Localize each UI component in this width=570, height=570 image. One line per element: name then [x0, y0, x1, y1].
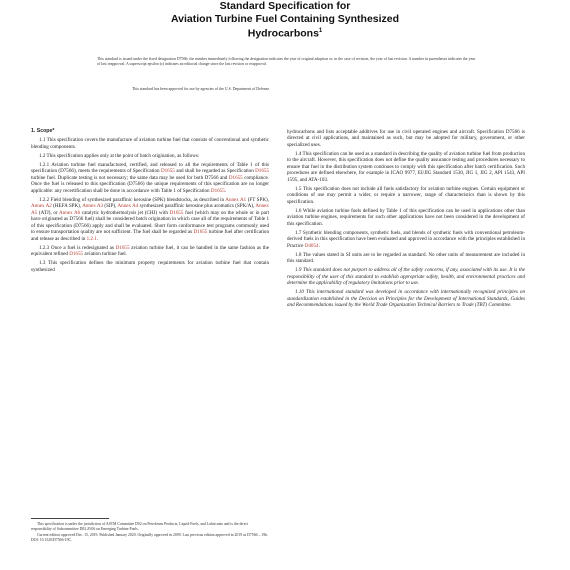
para-1-8: 1.8 The values stated in SI units are to be regarded as standard. No other units of measurement are included in this standard. [287, 251, 525, 265]
para-1-2-1: 1.2.1 Aviation turbine fuel manufactured, certified, and released to all the requirements of Table 1 of this specification (D7566), meets the requirements of Specification D1655 and shall be regarded as Specification D1655 turbine fuel. Duplicate testing is not necessary; the same data may be used for both D7566 and D1655 compliance. Once the fuel is released to this specification (D7566) the unique requirements of this specification are no longer applicable: any recertification shall be done in accordance with Table 1 of Specification D1655. [31, 162, 269, 194]
ref-link[interactable]: D1655 [69, 251, 84, 258]
para-1-2: 1.2 This specification applies only at the point of batch origination, as follows: [39, 152, 200, 159]
dod-approval-note: This standard has been approved for use by agencies of the U.S. Department of Defense. [132, 87, 270, 91]
annex-link[interactable]: Annex A1 [225, 196, 247, 203]
ref-link[interactable]: D1655 [210, 187, 225, 194]
ref-link[interactable]: D1655 [255, 168, 269, 175]
annex-link[interactable]: Annex A4 [117, 203, 139, 210]
designation-note: This standard is issued under the fixed designation D7566; the number immediately following the designation indicates the year of original adoption or, in the case of revision, the year of last revision. A number in parentheses indicates the year of last reapproval. A superscript epsilon (ε) indicates an editorial change since the last revision or reapproval. [97, 57, 476, 67]
document-title [0, 0, 570, 40]
para-1-1: 1.1 This specification covers the manufacture of aviation turbine fuel that consists of conventional and synthetic blending components. [31, 137, 269, 150]
ref-link[interactable]: D1655 [115, 244, 130, 251]
title-footnote-mark: 1 [318, 28, 323, 34]
annex-link[interactable]: Annex A3 [82, 203, 104, 210]
para-1-3: 1.3 This specification defines the minimum property requirements for aviation turbine fuel that contain synthesized [31, 260, 269, 273]
title-line-2: Aviation Turbine Fuel Containing Synthesized [170, 12, 400, 25]
para-1-10: 1.10 This international standard was developed in accordance with internationally recognized principles on standardization established in the Decision on Principles for the Development of International Standards, Guides and Recommendations issued by the World Trade Organization Technical Barriers to Trade (TBT) Committee. [287, 289, 525, 309]
footnote-rule [31, 518, 109, 519]
annex-link[interactable]: Annex A2 [31, 203, 52, 210]
para-1-7: 1.7 Synthetic blending components, synthetic fuels, and blends of synthetic fuels with conventional petroleum-derived fuels in this specification have been evaluated and approved in accordance with the principles established in Practice D4054. [287, 229, 525, 249]
ref-link[interactable]: D4054 [304, 242, 319, 249]
para-1-5: 1.5 This specification does not include all fuels satisfactory for aviation turbine engines. Certain equipment or conditions of use may permit a wider, or require a narrower, range of characteristics than is shown by this specification. [287, 185, 525, 205]
para-1-2-2: 1.2.2 Field blending of synthesized paraffinic kerosine (SPK) blendstocks, as described in Annex A1 (FT SPK), Annex A2 (HEFA SPK), Annex A3 (SIP), Annex A4 synthesized paraffinic kerosine plus aromatics (SPK/A), Annex A5 (ATJ), or Annex A6 catalytic hydrothermolysis jet (CHJ) with D1655 fuel (which may on the whole or in part have originated as D7566 fuel) shall be considered batch origination in which case all of the requirements of Table 1 of this specification (D7566) apply and shall be evaluated. Short form conformance test programs commonly used to ensure transportation quality are not sufficient. The fuel shall be regarded as D1655 turbine fuel after certification and release as described in 1.2.1. [31, 196, 269, 242]
annex-link[interactable]: Annex A5 [31, 203, 269, 216]
annex-link[interactable]: Annex A6 [59, 209, 81, 216]
scope-heading: 1. Scope* [31, 128, 55, 134]
para-1-6: 1.6 While aviation turbine fuels defined by Table 1 of this specification can be used in applications other than aviation turbine engines, requirements for such other applications have not been considered in the development of this specification. [287, 207, 525, 227]
title-line-1: Standard Specification for [219, 0, 351, 12]
para-1-4: 1.4 This specification can be used as a standard in describing the quality of aviation turbine fuel from production to the aircraft. However, this specification does not define the quality assurance testing and procedures necessary to ensure that fuel in the distribution system continues to comply with this specification after batch certification. Such procedures are defined elsewhere, for example in ICAO 9977, EI/JIG Standard 1530, JIG 1, JIG 2, API 1543, API 1595, and ATA-103. [287, 150, 525, 183]
para-1-3-cont: hydrocarbons and lists acceptable additives for use in civil operated engines and aircraft. Specification D7566 is directed at civil applications, and maintained as such, but may be adopted for military, government, or other specialized uses. [287, 129, 525, 148]
para-1-9: 1.9 This standard does not purport to address all of the safety concerns, if any, associated with its use. It is the responsibility of the user of this standard to establish appropriate safety, health, and environmental practices and determine the applicability of regulatory limitations prior to use. [287, 267, 525, 287]
footnotes [31, 522, 269, 544]
footnote-1: This specification is under the jurisdiction of ASTM Committee D02 on Petroleum Products, Liquid Fuels, and Lubricants and is the direct responsibility of Subcommittee D02.J0.06 on Emerging Turbine Fuels. [31, 522, 249, 531]
right-column [287, 129, 525, 311]
title-line-3: Hydrocarbons$^1$ [247, 27, 323, 40]
para-1-2-3: 1.2.3 Once a fuel is redesignated as D1655 aviation turbine fuel, it can be handled in the same fashion as the equivalent refined D1655 aviation turbine fuel. [31, 244, 269, 258]
ref-link[interactable]: 1.2.1 [86, 235, 97, 242]
ref-link[interactable]: D1655 [160, 168, 175, 175]
ref-link[interactable]: D1655 [169, 209, 184, 216]
ref-link[interactable]: D1655 [193, 229, 208, 236]
footnote-2: Current edition approved Dec. 15, 2019. Published January 2020. Originally approved in 2009. Last previous edition approved in 2019 as D7566 – 19b. DOI: 10.1520/D7566-19C. [31, 533, 268, 543]
left-column [31, 128, 269, 276]
ref-link[interactable]: D1655 [228, 174, 243, 181]
